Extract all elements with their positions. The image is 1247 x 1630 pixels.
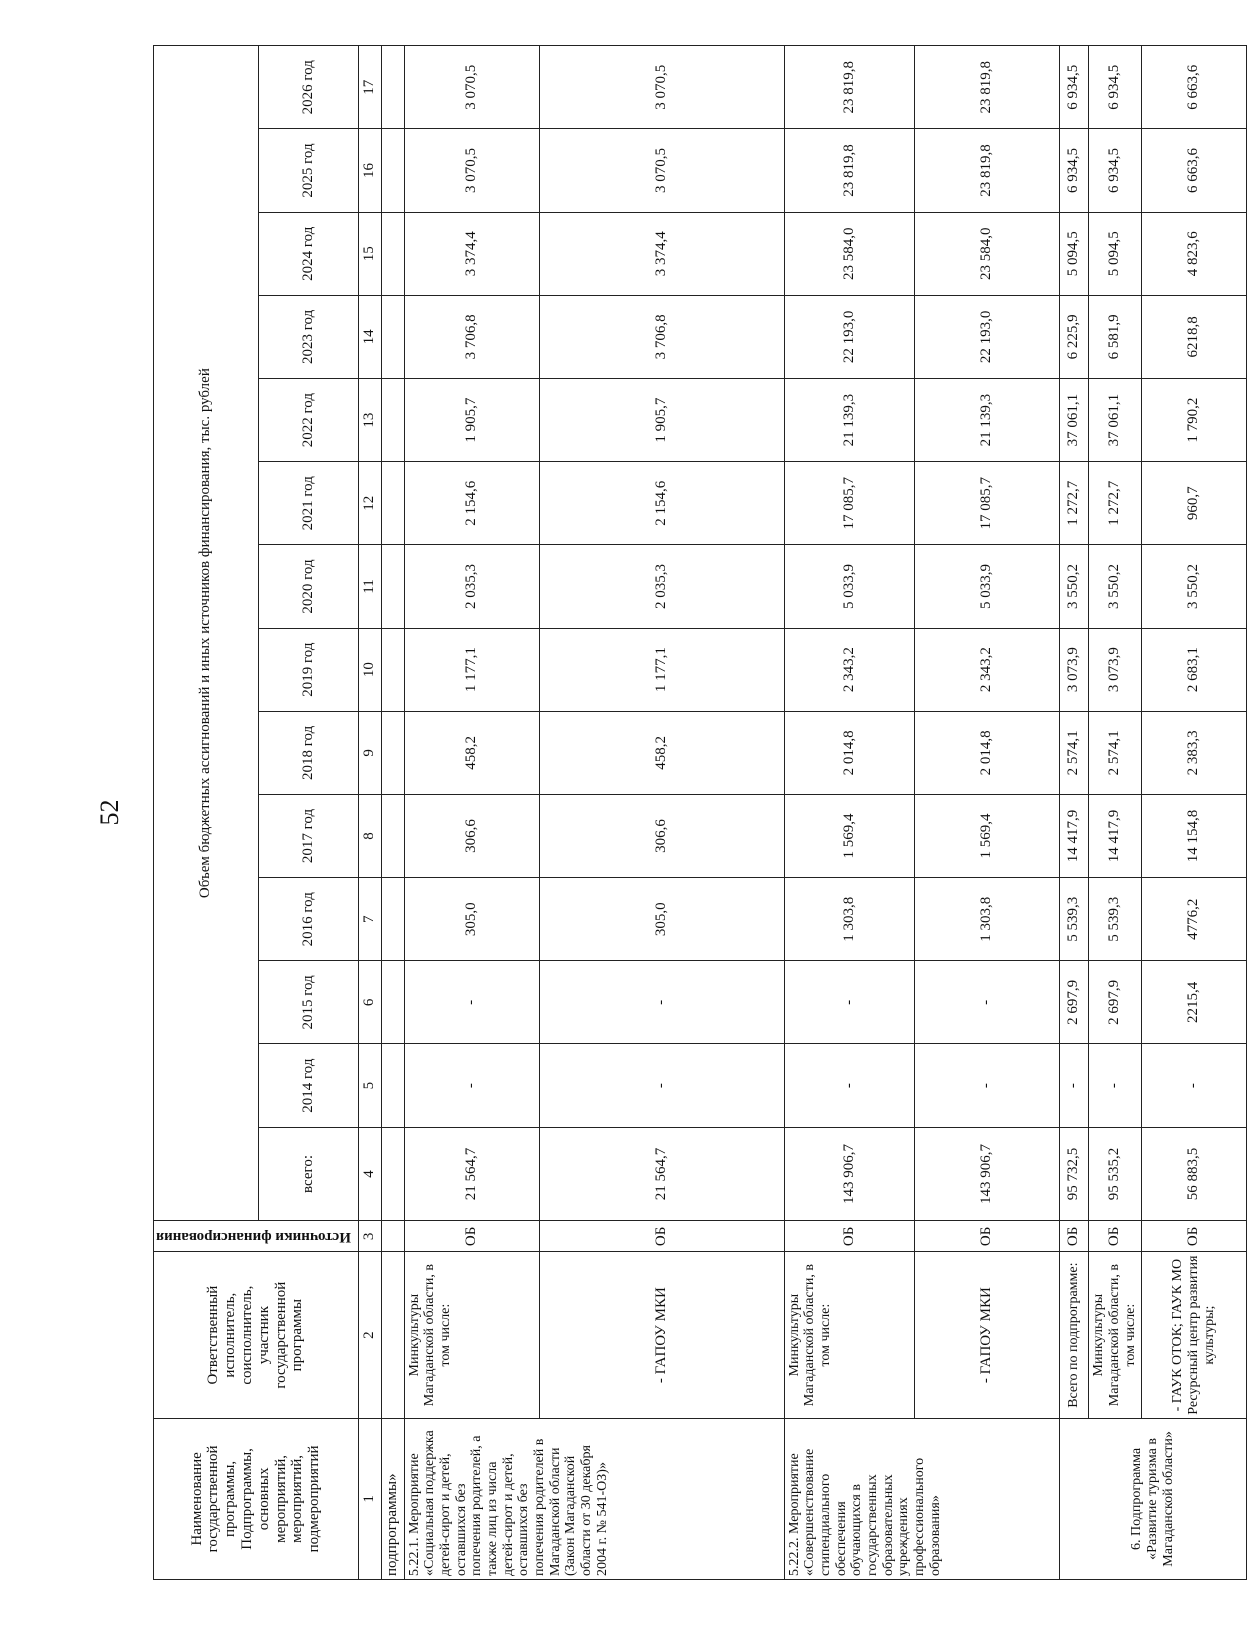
column-number: 1	[358, 1418, 381, 1579]
row-source: ОБ	[404, 1221, 539, 1252]
table-row	[914, 46, 1059, 1580]
row-value: 1 303,8	[784, 878, 914, 961]
column-number: 3	[358, 1221, 381, 1252]
row-value: 6 581,9	[1088, 295, 1141, 378]
year-header: 2014 год	[258, 1044, 358, 1127]
column-number: 15	[358, 212, 381, 295]
row-value: 2215,4	[1141, 961, 1246, 1044]
row-value: 23 584,0	[784, 212, 914, 295]
row-value: -	[914, 1044, 1059, 1127]
year-header: 2016 год	[258, 878, 358, 961]
row-name: 5.22.2. Мероприятие «Совершенствование стипендиального обеспечения обучающихся в государственных образовательных учреждениях профессионального образования»	[784, 1418, 1059, 1579]
column-number: 7	[358, 878, 381, 961]
row-source: ОБ	[914, 1221, 1059, 1252]
stub-name: подпрограммы»	[381, 1418, 404, 1579]
row-value: 1 905,7	[404, 379, 539, 462]
row-value: 23 584,0	[914, 212, 1059, 295]
row-value: 21 564,7	[404, 1127, 539, 1221]
row-value: -	[784, 1044, 914, 1127]
row-value: 2 154,6	[539, 462, 784, 545]
table-row	[404, 46, 539, 1580]
year-header: 2024 год	[258, 212, 358, 295]
row-value: 143 906,7	[784, 1127, 914, 1221]
column-number: 14	[358, 295, 381, 378]
row-value: 3 550,2	[1059, 545, 1088, 628]
column-number: 17	[358, 46, 381, 129]
row-value: 3 070,5	[404, 129, 539, 212]
row-value: 306,6	[404, 794, 539, 877]
row-value: 23 819,8	[914, 46, 1059, 129]
row-value: 3 550,2	[1141, 545, 1246, 628]
row-value: 6 934,5	[1088, 46, 1141, 129]
row-value: 37 061,1	[1059, 379, 1088, 462]
row-value: 2 014,8	[914, 711, 1059, 794]
row-value: 3 706,8	[404, 295, 539, 378]
row-value: 3 070,5	[539, 129, 784, 212]
row-value: 23 819,8	[914, 129, 1059, 212]
row-value: 1 569,4	[784, 794, 914, 877]
stub-row	[381, 46, 404, 1580]
row-value: 23 819,8	[784, 46, 914, 129]
column-number: 10	[358, 628, 381, 711]
year-header: 2023 год	[258, 295, 358, 378]
table-row	[1059, 46, 1088, 1580]
col-name-header: Наименование государственной программы, Подпрограммы, основных мероприятий, мероприятий, подмероприятий	[154, 1418, 359, 1579]
row-value: 6 934,5	[1059, 129, 1088, 212]
row-value: 21 564,7	[539, 1127, 784, 1221]
year-header: 2017 год	[258, 794, 358, 877]
row-value: 1 272,7	[1088, 462, 1141, 545]
row-value: 6 663,6	[1141, 129, 1246, 212]
year-header: 2025 год	[258, 129, 358, 212]
year-header: 2019 год	[258, 628, 358, 711]
row-source: ОБ	[1141, 1221, 1246, 1252]
column-number: 2	[358, 1252, 381, 1418]
column-number: 4	[358, 1127, 381, 1221]
row-value: 3 550,2	[1088, 545, 1141, 628]
year-header: 2026 год	[258, 46, 358, 129]
row-value: 3 070,5	[404, 46, 539, 129]
row-value: 2 343,2	[784, 628, 914, 711]
row-source: ОБ	[539, 1221, 784, 1252]
row-value: -	[539, 1044, 784, 1127]
row-value: 960,7	[1141, 462, 1246, 545]
row-responsible: Минкультуры Магаданской области, в том числе:	[1088, 1252, 1141, 1418]
column-number: 12	[358, 462, 381, 545]
row-value: 21 139,3	[914, 379, 1059, 462]
row-source: ОБ	[1059, 1221, 1088, 1252]
row-value: -	[1059, 1044, 1088, 1127]
row-responsible: - ГАПОУ МКИ	[539, 1252, 784, 1418]
table-row	[1141, 46, 1246, 1580]
col-volume-header: Объем бюджетных ассигнований и иных источников финансирования, тыс. рублей	[154, 46, 259, 1221]
row-value: 3 374,4	[404, 212, 539, 295]
row-value: 3 706,8	[539, 295, 784, 378]
column-number: 9	[358, 711, 381, 794]
row-value: 22 193,0	[784, 295, 914, 378]
row-value: 2 343,2	[914, 628, 1059, 711]
row-responsible: Минкультуры Магаданской области, в том числе:	[404, 1252, 539, 1418]
column-number-row	[358, 46, 381, 1580]
row-value: 1 303,8	[914, 878, 1059, 961]
row-value: 95 732,5	[1059, 1127, 1088, 1221]
row-value: -	[1141, 1044, 1246, 1127]
row-responsible: Всего по подпрограмме:	[1059, 1252, 1088, 1418]
row-value: 1 272,7	[1059, 462, 1088, 545]
column-number: 8	[358, 794, 381, 877]
row-name: 6. Подпрограмма «Развитие туризма в Магаданской области»	[1059, 1418, 1246, 1579]
year-header: 2018 год	[258, 711, 358, 794]
year-header: 2021 год	[258, 462, 358, 545]
row-value: 2 035,3	[404, 545, 539, 628]
col-responsible-header: Ответственный исполнитель, соисполнитель, участник государственной программы	[154, 1252, 359, 1418]
row-value: 6 934,5	[1059, 46, 1088, 129]
table-row	[1088, 46, 1141, 1580]
row-value: 14 417,9	[1088, 794, 1141, 877]
row-source: ОБ	[1088, 1221, 1141, 1252]
row-value: -	[784, 961, 914, 1044]
column-number: 6	[358, 961, 381, 1044]
row-source: ОБ	[784, 1221, 914, 1252]
row-value: 22 193,0	[914, 295, 1059, 378]
row-value: 6218,8	[1141, 295, 1246, 378]
row-value: 23 819,8	[784, 129, 914, 212]
year-header: 2022 год	[258, 379, 358, 462]
row-name: 5.22.1. Мероприятие «Социальная поддержка детей-сирот и детей, оставшихся без попечения родителей, а также лиц из числа детей-сирот и детей, оставшихся без попечения родителей в Магаданской области (Закон Магаданской области от 30 декабря 2004 г. № 541-ОЗ)»	[404, 1418, 784, 1579]
row-value: 1 790,2	[1141, 379, 1246, 462]
page-number: 52	[95, 799, 124, 826]
row-value: 3 073,9	[1059, 628, 1088, 711]
row-value: 5 094,5	[1088, 212, 1141, 295]
row-responsible: - ГАУК ОТОК; ГАУК МО Ресурсный центр развития культуры;	[1141, 1252, 1246, 1418]
row-value: 6 663,6	[1141, 46, 1246, 129]
row-value: 2 383,3	[1141, 711, 1246, 794]
row-value: 458,2	[404, 711, 539, 794]
row-value: 3 073,9	[1088, 628, 1141, 711]
row-value: 458,2	[539, 711, 784, 794]
row-value: 6 934,5	[1088, 129, 1141, 212]
row-value: 1 905,7	[539, 379, 784, 462]
row-value: 2 035,3	[539, 545, 784, 628]
col-total-header: всего:	[258, 1127, 358, 1221]
row-value: -	[404, 1044, 539, 1127]
row-value: -	[914, 961, 1059, 1044]
row-value: 5 539,3	[1059, 878, 1088, 961]
row-value: 143 906,7	[914, 1127, 1059, 1221]
row-value: 17 085,7	[784, 462, 914, 545]
row-value: 2 014,8	[784, 711, 914, 794]
column-number: 11	[358, 545, 381, 628]
row-value: -	[539, 961, 784, 1044]
column-number: 16	[358, 129, 381, 212]
row-value: 2 683,1	[1141, 628, 1246, 711]
row-value: 3 070,5	[539, 46, 784, 129]
row-value: 95 535,2	[1088, 1127, 1141, 1221]
financing-table	[153, 45, 1247, 1580]
row-value: 4 823,6	[1141, 212, 1246, 295]
table-row	[784, 46, 914, 1580]
column-number: 5	[358, 1044, 381, 1127]
row-value: 305,0	[404, 878, 539, 961]
row-value: 1 177,1	[539, 628, 784, 711]
col-source-header: Источники финансирования	[154, 1221, 359, 1252]
table-row	[539, 46, 784, 1580]
row-value: -	[404, 961, 539, 1044]
row-value: 56 883,5	[1141, 1127, 1246, 1221]
row-value: 14 417,9	[1059, 794, 1088, 877]
row-value: 2 574,1	[1088, 711, 1141, 794]
year-header: 2015 год	[258, 961, 358, 1044]
row-value: 5 033,9	[784, 545, 914, 628]
row-value: 5 539,3	[1088, 878, 1141, 961]
rotated-page	[85, 45, 1217, 1580]
row-value: 6 225,9	[1059, 295, 1088, 378]
row-value: -	[1088, 1044, 1141, 1127]
row-value: 306,6	[539, 794, 784, 877]
row-value: 14 154,8	[1141, 794, 1246, 877]
row-value: 1 177,1	[404, 628, 539, 711]
row-value: 3 374,4	[539, 212, 784, 295]
row-value: 2 154,6	[404, 462, 539, 545]
row-value: 17 085,7	[914, 462, 1059, 545]
row-responsible: Минкультуры Магаданской области, в том числе:	[784, 1252, 914, 1418]
row-responsible: - ГАПОУ МКИ	[914, 1252, 1059, 1418]
column-number: 13	[358, 379, 381, 462]
header-row-top	[154, 46, 259, 1580]
year-header: 2020 год	[258, 545, 358, 628]
row-value: 4776,2	[1141, 878, 1246, 961]
row-value: 305,0	[539, 878, 784, 961]
row-value: 2 697,9	[1088, 961, 1141, 1044]
row-value: 2 574,1	[1059, 711, 1088, 794]
row-value: 5 033,9	[914, 545, 1059, 628]
row-value: 21 139,3	[784, 379, 914, 462]
row-value: 5 094,5	[1059, 212, 1088, 295]
row-value: 1 569,4	[914, 794, 1059, 877]
row-value: 37 061,1	[1088, 379, 1141, 462]
row-value: 2 697,9	[1059, 961, 1088, 1044]
